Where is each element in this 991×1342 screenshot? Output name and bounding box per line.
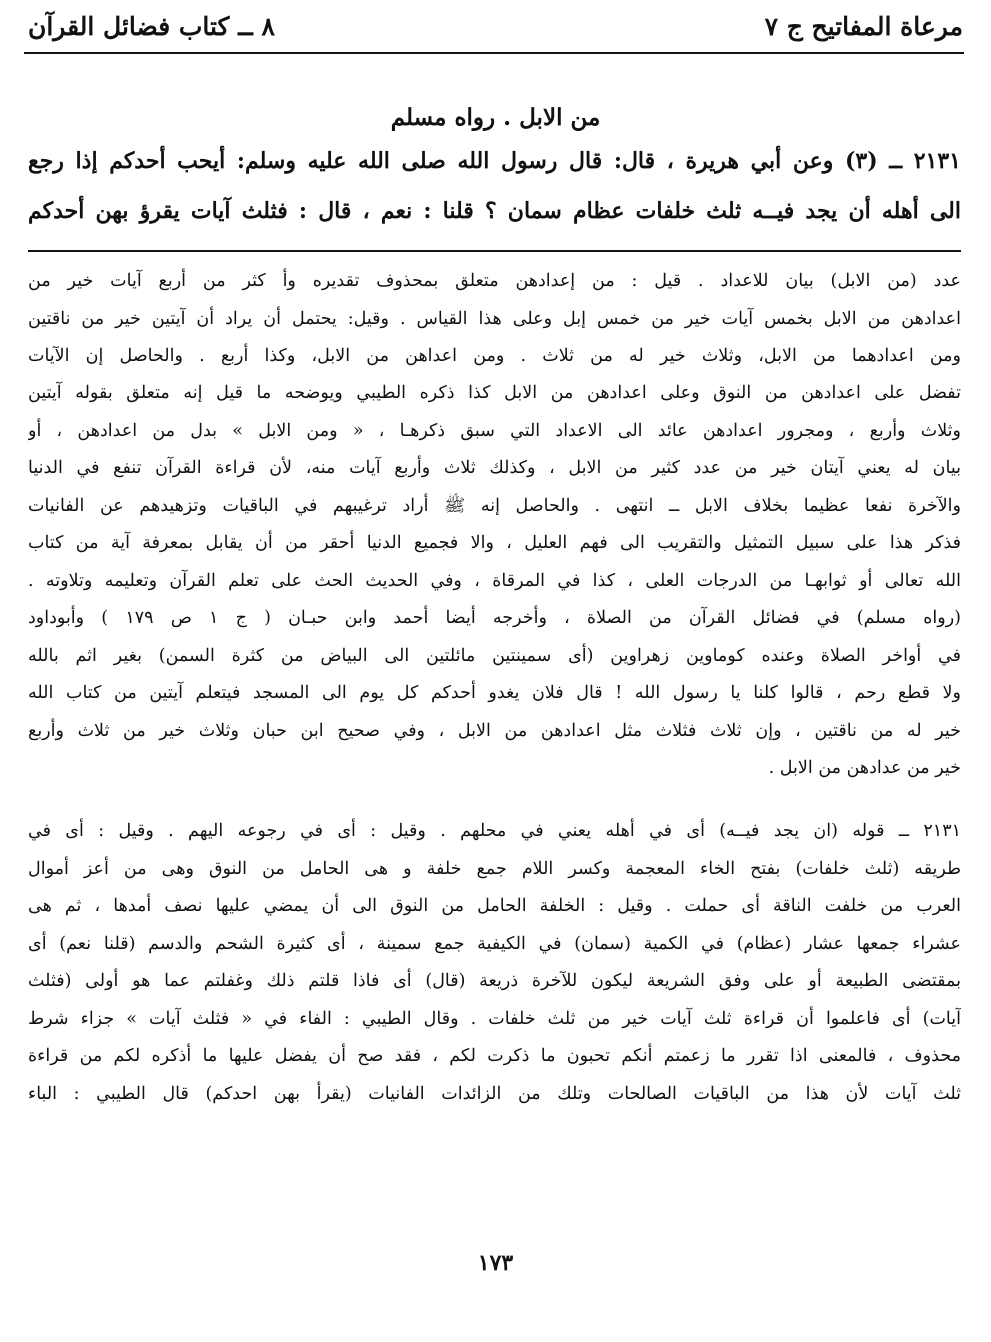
section-divider <box>28 250 961 252</box>
commentary-line: خير من عدادهن من الابل . <box>768 758 961 778</box>
hadith-line-1: ٢١٣١ ــ (٣) وعن أبي هريرة ، قال: قال رسول الله صلى الله عليه وسلم: أيحب أحدكم إذا رجع <box>28 148 961 174</box>
header-chapter-title: ٨ ــ كتاب فضائل القرآن <box>28 12 275 41</box>
header-book-title: مرعاة المفاتيح ج ٧ <box>764 12 963 41</box>
commentary-line: ومن اعدادهما من الابل، وثلاث خير له من ثلاث . ومن اعداهن من الابل، وكذا أربع . والحاصل إن الآيات <box>28 346 961 366</box>
commentary-line: آيات) أى فاعلموا أن قراءة ثلث آيات خير من ثلث خلفات . وقال الطيبي : الفاء في « فثلث آيات » جزاء شرط <box>28 1009 961 1029</box>
commentary-line: ثلث آيات لأن هذا من الباقيات الصالحات وتلك من الزائدات الفانيات (يقرأ بهن احدكم) قال الطيبي : الباء <box>28 1084 961 1104</box>
commentary-line: ٢١٣١ ــ قوله (ان يجد فيــه) أى في أهله يعني في محلهم . وقيل : أى في رجوعه اليهم . وقيل : أى في <box>28 821 961 841</box>
commentary-line: عدد (من الابل) بيان للاعداد . قيل : من إعدادهن متعلق بمحذوف تقديره وأ كثر من أربع آيات خير من <box>28 271 961 291</box>
hadith-line-2: الى أهله أن يجد فيــه ثلث خلفات عظام سمان ؟ قلنا : نعم ، قال : فثلث آيات يقرؤ بهن أحدكم <box>28 198 961 224</box>
commentary-line: اعدادهن من الابل بخمس آيات خير من خمس إبل وعلى هذا القياس . وقيل: يحتمل أن يراد أن آيتين خير من ناقتين <box>28 309 961 329</box>
commentary-line: خير له من ناقتين ، وإن ثلاث فثلاث مثل اعدادهن من الابل ، وفي صحيح ابن حبان وثلاث خير من ثلاث وأربع <box>28 721 961 741</box>
commentary-line: بمقتضى الطبيعة أو على وفق الشريعة ليكون للآخرة ذريعة (قال) أى فاذا قلتم ذلك وغفلتم عما هو أولى (فثلث <box>28 971 961 991</box>
commentary-line: طريقه (ثلث خلفات) بفتح الخاء المعجمة وكسر اللام جمع خلفة و هى الحامل من النوق وهى من أعز أموال <box>28 859 961 879</box>
commentary-line: تفضل على اعدادهن من النوق وعلى اعدادهن من الابل كذا ذكره الطيبي ويوضحه ما قيل إنه متعلق بقوله آيتين <box>28 383 961 403</box>
section-title: من الابل . رواه مسلم <box>390 104 601 131</box>
commentary-line: (رواه مسلم) في فضائل القرآن من الصلاة ، وأخرجه أيضا أحمد وابن حبـان ( ج ١ ص ١٧٩ ) وأبوداود <box>28 608 961 628</box>
commentary-line: الله تعالى أو ثوابهـا من الدرجات العلى ، كذا في المرقاة ، وفي الحديث الحث على تعلم القرآن وتعليمه وتلاوته . <box>28 571 961 591</box>
commentary-line: عشراء جمعها عشار (عظام) في الكمية (سمان) في الكيفية جمع سمينة ، أى كثيرة الشحم والدسم (قلنا نعم) أى <box>28 934 961 954</box>
commentary-line: العرب من خلفت الناقة أى حملت . وقيل : الخلفة الحامل من النوق الى أن يمضي عليها نصف أمدها ، ثم هى <box>28 896 961 916</box>
commentary-line: والآخرة نفعا عظيما بخلاف الابل ــ انتهى . والحاصل إنه ﷺ أراد ترغيبهم في الباقيات وتزهيدهم عن الفانيات <box>28 496 961 516</box>
commentary-line: ولا قطع رحم ، قالوا كلنا يا رسول الله ! قال فلان يغدو أحدكم كل يوم الى المسجد فيتعلم آيتين من كتاب الله <box>28 683 961 703</box>
running-header <box>28 8 963 48</box>
page-number: ١٧٣ <box>477 1250 514 1276</box>
header-divider <box>24 52 964 54</box>
commentary-line: محذوف ، فالمعنى اذا تقرر ما زعمتم أنكم تحبون ما ذكرت لكم ، فقد صح أن يفضل عليها ما أذكره لكم من قراءة <box>28 1046 961 1066</box>
commentary-line: وثلاث وأربع ، ومجرور اعدادهن عائد الى الاعداد التي سبق ذكرهـا ، « ومن الابل » بدل من اعدادهن ، أو <box>28 421 961 441</box>
commentary-line: في أواخر الصلاة وعنده كوماوين زهراوين (أى سمينتين مائلتين الى البياض من كثرة السمن) بغير اثم بالله <box>28 646 961 666</box>
commentary-line: فذكر هذا على سبيل التمثيل والتقريب الى فهم العليل ، والا فجميع الدنيا أحقر من أن يقابل بمعرفة آية من كتاب <box>28 533 961 553</box>
commentary-line: بيان له يعني آيتان خير من عدد كثير من الابل ، وكذلك ثلاث وأربع آيات منه، لأن قراءة القرآن تنفع في الدنيا <box>28 458 961 478</box>
